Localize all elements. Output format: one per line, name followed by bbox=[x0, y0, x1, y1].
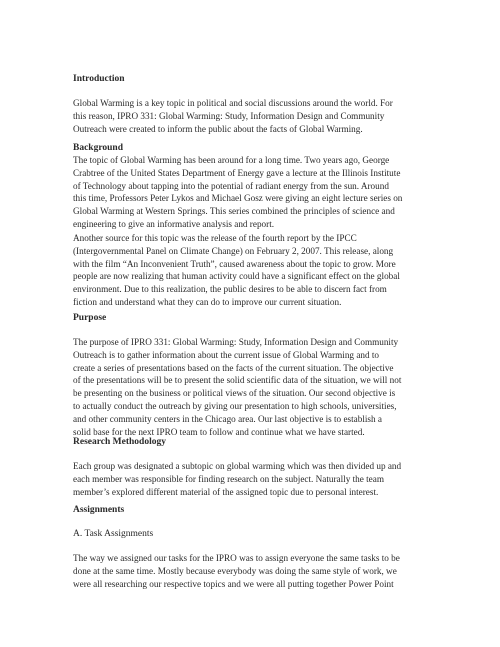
task-assignments-subheading: A. Task Assignments bbox=[73, 529, 154, 539]
background-paragraph-2: Another source for this topic was the release of the fourth report by the IPCC (Intergovernmental Panel on Climate Change) on February 2, 2007. This release, along with the film “An Inconvenient Truth”, caused awareness about the topic to grow. More people are now realizing that human activity could have a significant effect on the global environment. Due to this realization, the public desires to be able to discern fact from fiction and understand what they can do to improve our current situation. bbox=[73, 233, 400, 307]
introduction-paragraph: Global Warming is a key topic in political and social discussions around the world. For this reason, IPRO 331: Global Warming: Study, Information Design and Community Outreach were created to inform the public about the facts of Global Warming. bbox=[73, 98, 393, 134]
assignments-heading: Assignments bbox=[73, 505, 125, 515]
background-paragraph-1: The topic of Global Warming has been around for a long time. Two years ago, George Crabtree of the United States Department of Energy gave a lecture at the Illinois Institute of Technology about tapping into the potential of radiant energy from the sun. Around this time, Professors Peter Lykos and Michael Gosz were giving an eight lecture series on Global Warming at Western Springs. This series combined the principles of science and engineering to give an informative analysis and report. bbox=[73, 155, 403, 229]
research-methodology-paragraph: Each group was designated a subtopic on global warming which was then divided up and each member was responsible for finding research on the subject. Naturally the team member’s explored different material of the assigned topic due to personal interest. bbox=[73, 461, 402, 497]
purpose-paragraph: The purpose of IPRO 331: Global Warming: Study, Information Design and Community Outreach is to gather information about the current issue of Global Warming and to create a series of presentations based on the facts of the current situation. The objective of the presentations will be to present the solid scientific data of the situation, we will not be presenting on the business or political views of the situation. Our second objective is to actually conduct the outreach by giving our presentation to high schools, universities, and other community centers in the Chicago area. Our last objective is to establish a solid base for the next IPRO team to follow and continue what we have started. bbox=[73, 337, 402, 437]
background-heading: Background bbox=[73, 143, 123, 153]
task-assignments-paragraph: The way we assigned our tasks for the IPRO was to assign everyone the same tasks to be done at the same time. Mostly because everybody was doing the same style of work, we were all researching our respective topics and we were all putting together Power Point bbox=[73, 553, 400, 589]
introduction-heading: Introduction bbox=[73, 74, 125, 84]
purpose-heading: Purpose bbox=[73, 313, 107, 323]
research-methodology-heading: Research Methodology bbox=[73, 437, 166, 447]
